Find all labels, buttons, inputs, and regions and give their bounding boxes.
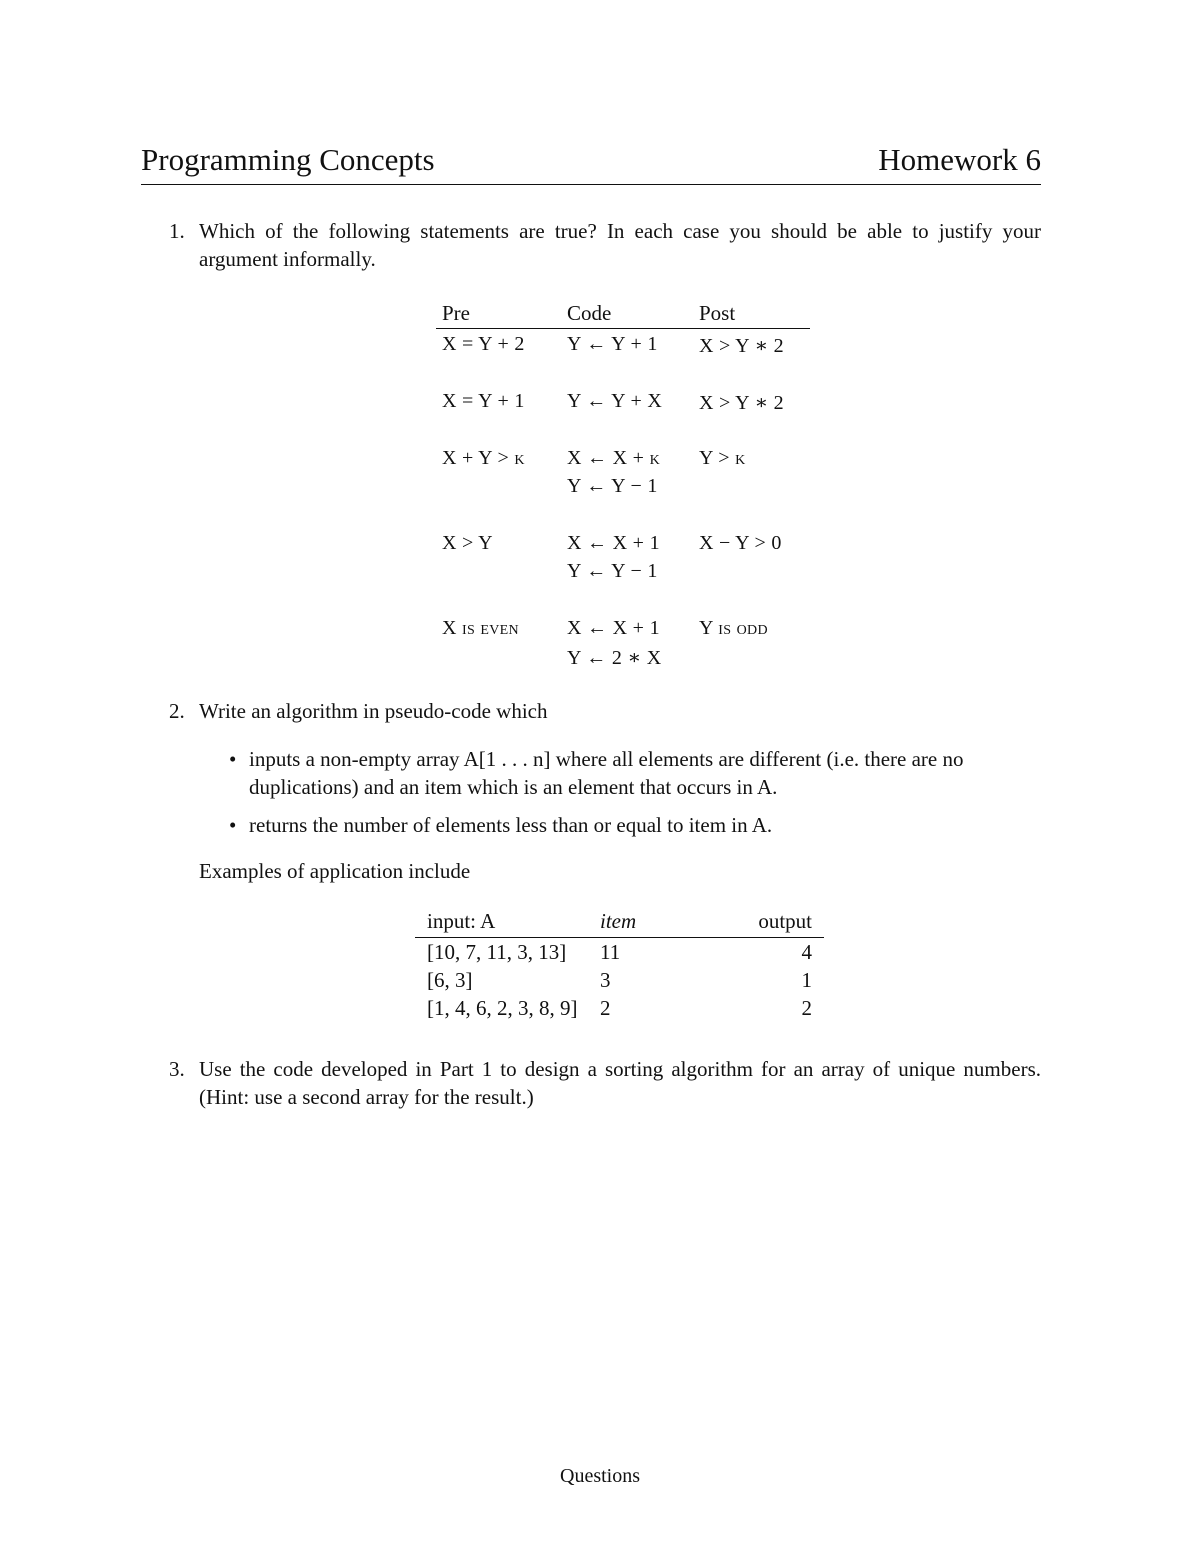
code-line: Y ← Y + 1 <box>567 333 658 355</box>
header-input: input: A <box>427 909 496 933</box>
header-code: Code <box>567 301 612 325</box>
code-line: Y ← Y + X <box>567 390 663 412</box>
code-line: Y ← Y − 1 <box>567 475 658 497</box>
bullet-icon: • <box>229 747 237 771</box>
bullet-item <box>199 811 1041 839</box>
course-title: Programming Concepts <box>141 142 435 177</box>
cell-output: 1 <box>801 968 812 992</box>
bullet-text: returns the number of elements less than or equal to item in A. <box>249 813 773 837</box>
homework-title: Homework 6 <box>878 142 1041 177</box>
header-pre: Pre <box>442 301 470 325</box>
post-condition: Y is odd <box>699 617 768 639</box>
code-line: X ← X + 1 <box>567 617 660 639</box>
question-2 <box>141 697 1041 725</box>
bullet-item <box>199 745 1041 801</box>
cell-item: 11 <box>600 940 621 964</box>
cell-item: 2 <box>600 996 611 1020</box>
question-text: Write an algorithm in pseudo-code which <box>199 699 548 723</box>
page-header <box>141 138 1041 185</box>
cell-input: [6, 3] <box>427 968 473 992</box>
code-line: Y ← Y − 1 <box>567 560 658 582</box>
bullet-icon: • <box>229 813 237 837</box>
post-condition: X > Y ∗ 2 <box>699 392 784 414</box>
table-row <box>415 994 824 1022</box>
question-1 <box>141 217 1041 273</box>
header-output: output <box>758 909 812 933</box>
code-line: X ← X + k <box>567 447 660 469</box>
code-line: Y ← 2 ∗ X <box>567 647 662 669</box>
post-condition: X − Y > 0 <box>699 532 782 554</box>
post-condition: X > Y ∗ 2 <box>699 335 784 357</box>
header-item: item <box>600 909 637 933</box>
cell-input: [10, 7, 11, 3, 13] <box>427 940 567 964</box>
cell-output: 4 <box>801 940 812 964</box>
pre-condition: X = Y + 2 <box>442 333 525 355</box>
bullet-text: inputs a non-empty array A[1 . . . n] where all elements are different (i.e. there are no duplications) and an item which is an element that occurs in A. <box>249 747 964 799</box>
examples-intro: Examples of application include <box>199 859 471 883</box>
cell-item: 3 <box>600 968 611 992</box>
examples-table <box>415 907 824 1022</box>
table-row <box>415 938 824 966</box>
post-condition: Y > k <box>699 447 746 469</box>
table-header <box>415 907 824 938</box>
question-number: 1. <box>169 219 185 243</box>
cell-output: 2 <box>801 996 812 1020</box>
code-line: X ← X + 1 <box>567 532 660 554</box>
page-footer: Questions <box>560 1465 640 1487</box>
pre-condition: X = Y + 1 <box>442 390 525 412</box>
table-row <box>415 966 824 994</box>
table-header <box>436 300 810 329</box>
question-number: 2. <box>169 699 185 723</box>
pre-condition: X + Y > k <box>442 447 525 469</box>
pre-condition: X is even <box>442 617 519 639</box>
question-text: Use the code developed in Part 1 to design a sorting algorithm for an array of unique numbers. (Hint: use a second array for the result.) <box>199 1057 1041 1109</box>
pre-condition: X > Y <box>442 532 493 554</box>
header-post: Post <box>699 301 736 325</box>
question-3 <box>141 1055 1041 1111</box>
cell-input: [1, 4, 6, 2, 3, 8, 9] <box>427 996 578 1020</box>
question-number: 3. <box>169 1057 185 1081</box>
question-text: Which of the following statements are true? In each case you should be able to justify your argument informally. <box>199 219 1041 271</box>
